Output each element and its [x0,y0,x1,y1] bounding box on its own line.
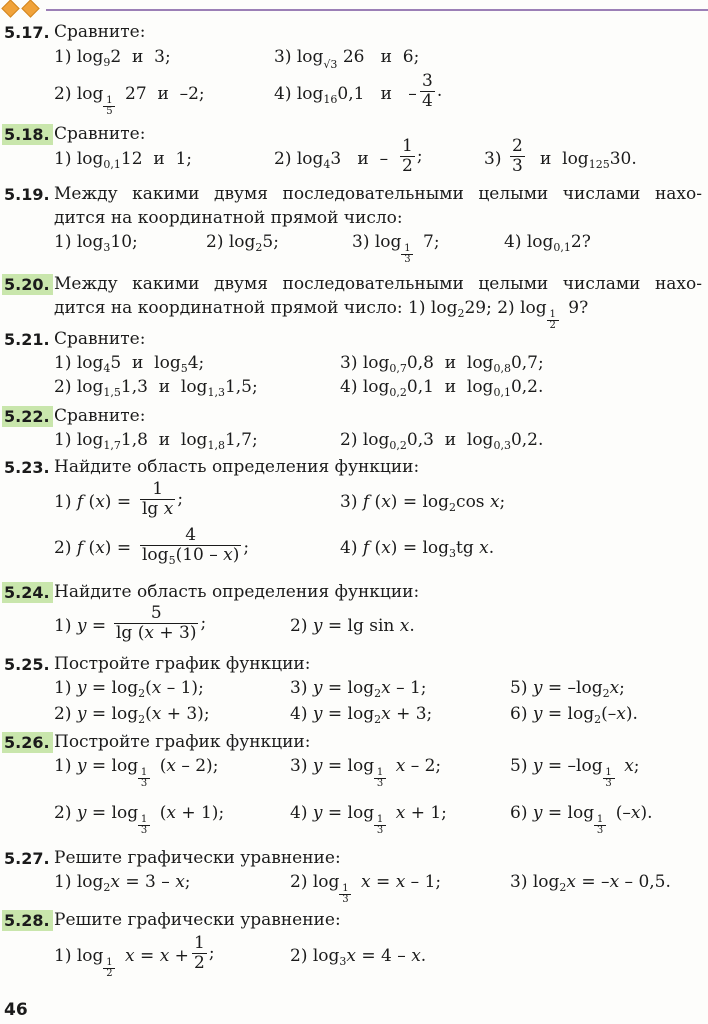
diamond-icon [21,0,39,18]
problem-number: 5.17. [4,23,50,42]
item-1: 1) $\log_45$ и $\log_54$; [54,353,205,375]
item-1: 1) $\log_{1,7}1,8$ и $\log_{1,8}1,7$; [54,430,258,452]
item-3: 3) log 1 3 7; [352,232,440,265]
item-2: 2) $y = \log_2(x + 3)$; [54,704,210,726]
problem-number: 5.25. [4,655,50,674]
item-1-fraction: $\frac{1}{2}$ ; [194,933,215,973]
item-4: 4) f $(x) = \log_3tg$ x. [340,538,495,560]
item-2: 2) y = lg sin x. [290,616,415,636]
item-2: 2) $\log_43$ и – [274,149,389,171]
item-3: 3) $y = \log_2x - 1$; [290,678,427,700]
problem-heading: Сравните: [54,22,146,42]
problem-heading: Сравните: [54,406,146,426]
item-4: 4) y = log 1 3 x + 1; [290,803,447,836]
problem-number: 5.24. [2,582,53,603]
problem-heading-cont-text: дится на координатной прямой число: 1) log [54,298,458,318]
item-2: 2) y = log 1 3 (x + 1); [54,803,225,836]
top-decoration [0,0,708,18]
item-6: 6) y = log 1 3 (–x). [510,803,653,836]
problem-heading: Постройте график функции: [54,654,311,674]
problem-heading: Между какими двумя последовательными целыми числами нахо- [54,184,702,204]
problem-heading-cont: дится на координатной прямой число: [54,208,403,228]
item-1: 1) log 1 2 x = x + [54,946,189,979]
problem-number: 5.22. [2,406,53,427]
item-5: 5) $y = -\log_2x$; [510,678,625,700]
header-rule [46,9,708,11]
item-2: 2) $\log_{1,5}1,3$ и $\log_{1,3}1,5$; [54,377,258,399]
item-2-fraction: $\frac{1}{2}$ ; [402,136,423,176]
item-2-fraction: $\frac{4}{\log_5(10 - x)}$ ; [142,525,250,567]
item-2: 2) log 1 3 x = x – 1; [290,872,442,905]
item-1: 1) $\log_2x = 3 - x$; [54,872,191,894]
item-4: 4) $y = \log_2x + 3$; [290,704,433,726]
item-1: 1) y = [54,616,107,636]
item-1-fraction: $\frac{5}{\lg (x + 3)}$ ; [116,603,207,643]
item-3: 3) [484,149,502,169]
problem-number: 5.20. [2,274,53,295]
problem-number: 5.28. [2,910,53,931]
item-3-fraction: $\frac{2}{3}$ [512,136,523,176]
problem-heading: Между какими двумя последовательными целыми числами нахо- [54,274,702,294]
item-4-fraction: $\frac{3}{4}$ . [422,71,443,111]
item-3: 3) $\log_2x = -x - 0,5$. [510,872,671,894]
item-1: 1) $\log_{0,1}12$ и 1; [54,149,193,171]
item-4: 4) $\log_{0,2}0,1$ и $\log_{0,1}0,2$. [340,377,544,399]
problem-number: 5.21. [4,330,50,349]
problem-heading: Постройте график функции: [54,732,311,752]
item-5: 5) y = –log 1 3 x; [510,756,640,789]
problem-number: 5.27. [4,849,50,868]
problem-number: 5.26. [2,732,53,753]
item-1: 1) $y = \log_2(x - 1)$; [54,678,204,700]
diamond-icon [1,0,19,18]
item-3: 3) $\log_{√3} 26$ и 6; [274,47,420,71]
item-1: 1) $\log_310$; [54,232,138,254]
item-4: 4) $\log_{16}0,1$ и – [274,84,417,106]
problem-number: 5.23. [4,458,50,477]
page-number: 46 [4,1000,28,1020]
item-4: 4) $\log_{0,1}2$? [504,232,591,254]
item-2: 2) $\log_25$; [206,232,279,254]
problem-number: 5.18. [2,124,53,145]
problem-heading: Сравните: [54,124,146,144]
item-2: 2) f (x) = [54,538,132,558]
item-3: 3) f $(x) = \log_2\cos$ x; [340,492,506,514]
item-1: 1) f (x) = [54,492,132,512]
item-1: 1) y = log 1 3 (x – 2); [54,756,219,789]
item-6: 6) $y = \log_2(-x)$. [510,704,638,726]
item-1: 1) $\log_92$ и 3; [54,47,171,69]
problem-heading-cont: дится на координатной прямой число: 1) $\log_229$; 2) log 1 2 9? [54,298,589,331]
item-3: 3) y = log 1 3 x – 2; [290,756,442,789]
problem-heading: Решите графически уравнение: [54,910,341,930]
item-2: 2) $\log_{0,2}0,3$ и $\log_{0,3}0,2$. [340,430,544,452]
item-3b: и $\log_{125}30$. [540,149,637,171]
item-1-fraction: $\frac{1}{\text{lg x}}$ ; [142,479,184,519]
problem-number: 5.19. [4,185,50,204]
problem-heading: Найдите область определения функции: [54,457,420,477]
item-2: 2) log 1 5 27 и –2; [54,84,205,117]
problem-heading: Найдите область определения функции: [54,582,420,602]
item-3: 3) $\log_{0,7}0,8$ и $\log_{0,8}0,7$; [340,353,544,375]
problem-heading: Сравните: [54,329,146,349]
item-2: 2) $\log_3x = 4 - x$. [290,946,427,968]
problem-heading: Решите графически уравнение: [54,848,341,868]
